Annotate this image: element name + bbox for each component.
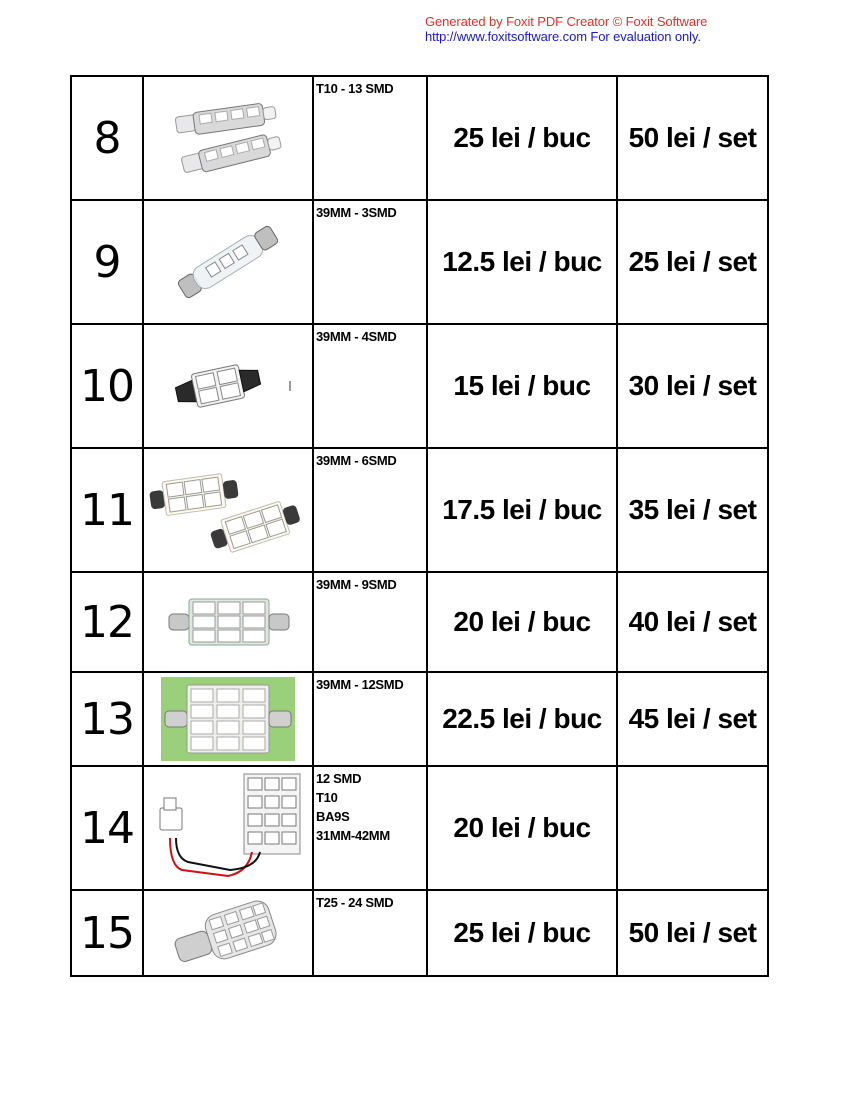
set-price: 35 lei / set bbox=[617, 448, 768, 572]
unit-price: 17.5 lei / buc bbox=[427, 448, 617, 572]
item-number: 15 bbox=[71, 890, 143, 976]
spec-cell bbox=[313, 200, 427, 324]
item-number: 13 bbox=[71, 672, 143, 766]
table-row bbox=[71, 76, 768, 200]
item-number: 14 bbox=[71, 766, 143, 890]
watermark-line-2: http://www.foxitsoftware.com For evaluation only. bbox=[425, 29, 701, 44]
table-row bbox=[71, 448, 768, 572]
item-number: 11 bbox=[71, 448, 143, 572]
spec-text: BA9S bbox=[316, 809, 350, 824]
festoon-bulb-pair-icon bbox=[146, 460, 310, 560]
spec-cell bbox=[313, 890, 427, 976]
spec-cell bbox=[313, 448, 427, 572]
table-row bbox=[71, 324, 768, 448]
festoon-bulb-icon bbox=[161, 677, 295, 761]
festoon-bulb-icon bbox=[168, 212, 288, 312]
product-image bbox=[143, 572, 313, 672]
spec-text: 39MM - 12SMD bbox=[316, 677, 404, 692]
spec-cell bbox=[313, 572, 427, 672]
spec-text: 12 SMD bbox=[316, 771, 362, 786]
item-number: 10 bbox=[71, 324, 143, 448]
set-price: 50 lei / set bbox=[617, 890, 768, 976]
spec-cell bbox=[313, 76, 427, 200]
spec-cell bbox=[313, 672, 427, 766]
spec-text: 39MM - 9SMD bbox=[316, 577, 397, 592]
t25-bulb-icon bbox=[168, 893, 288, 973]
table-row bbox=[71, 890, 768, 976]
watermark bbox=[425, 14, 707, 44]
product-image bbox=[143, 324, 313, 448]
product-image bbox=[143, 890, 313, 976]
unit-price: 25 lei / buc bbox=[427, 76, 617, 200]
item-number: 12 bbox=[71, 572, 143, 672]
table-row bbox=[71, 766, 768, 890]
spec-cell bbox=[313, 766, 427, 890]
unit-price: 15 lei / buc bbox=[427, 324, 617, 448]
set-price: 25 lei / set bbox=[617, 200, 768, 324]
watermark-line-1: Generated by Foxit PDF Creator © Foxit Software bbox=[425, 14, 708, 29]
set-price: 50 lei / set bbox=[617, 76, 768, 200]
unit-price: 22.5 lei / buc bbox=[427, 672, 617, 766]
spec-text: T10 bbox=[316, 790, 338, 805]
table-row bbox=[71, 572, 768, 672]
spec-text: T25 - 24 SMD bbox=[316, 895, 394, 910]
festoon-bulb-icon bbox=[158, 351, 298, 421]
festoon-bulb-icon bbox=[163, 587, 293, 657]
spec-text: 39MM - 4SMD bbox=[316, 329, 397, 344]
product-image bbox=[143, 200, 313, 324]
table-row bbox=[71, 672, 768, 766]
product-image bbox=[143, 76, 313, 200]
unit-price: 12.5 lei / buc bbox=[427, 200, 617, 324]
unit-price: 20 lei / buc bbox=[427, 572, 617, 672]
unit-price: 25 lei / buc bbox=[427, 890, 617, 976]
set-price bbox=[617, 766, 768, 890]
spec-text: 39MM - 6SMD bbox=[316, 453, 397, 468]
product-image bbox=[143, 448, 313, 572]
spec-text: T10 - 13 SMD bbox=[316, 81, 394, 96]
set-price: 40 lei / set bbox=[617, 572, 768, 672]
unit-price: 20 lei / buc bbox=[427, 766, 617, 890]
set-price: 30 lei / set bbox=[617, 324, 768, 448]
spec-text: 39MM - 3SMD bbox=[316, 205, 397, 220]
spec-text: 31MM-42MM bbox=[316, 828, 390, 843]
item-number: 9 bbox=[71, 200, 143, 324]
product-image bbox=[143, 672, 313, 766]
price-table bbox=[70, 75, 769, 977]
set-price: 45 lei / set bbox=[617, 672, 768, 766]
item-number: 8 bbox=[71, 76, 143, 200]
product-image bbox=[143, 766, 313, 890]
spec-cell bbox=[313, 324, 427, 448]
table-row bbox=[71, 200, 768, 324]
t10-bulb-icon bbox=[168, 98, 288, 178]
led-panel-icon bbox=[148, 772, 308, 884]
